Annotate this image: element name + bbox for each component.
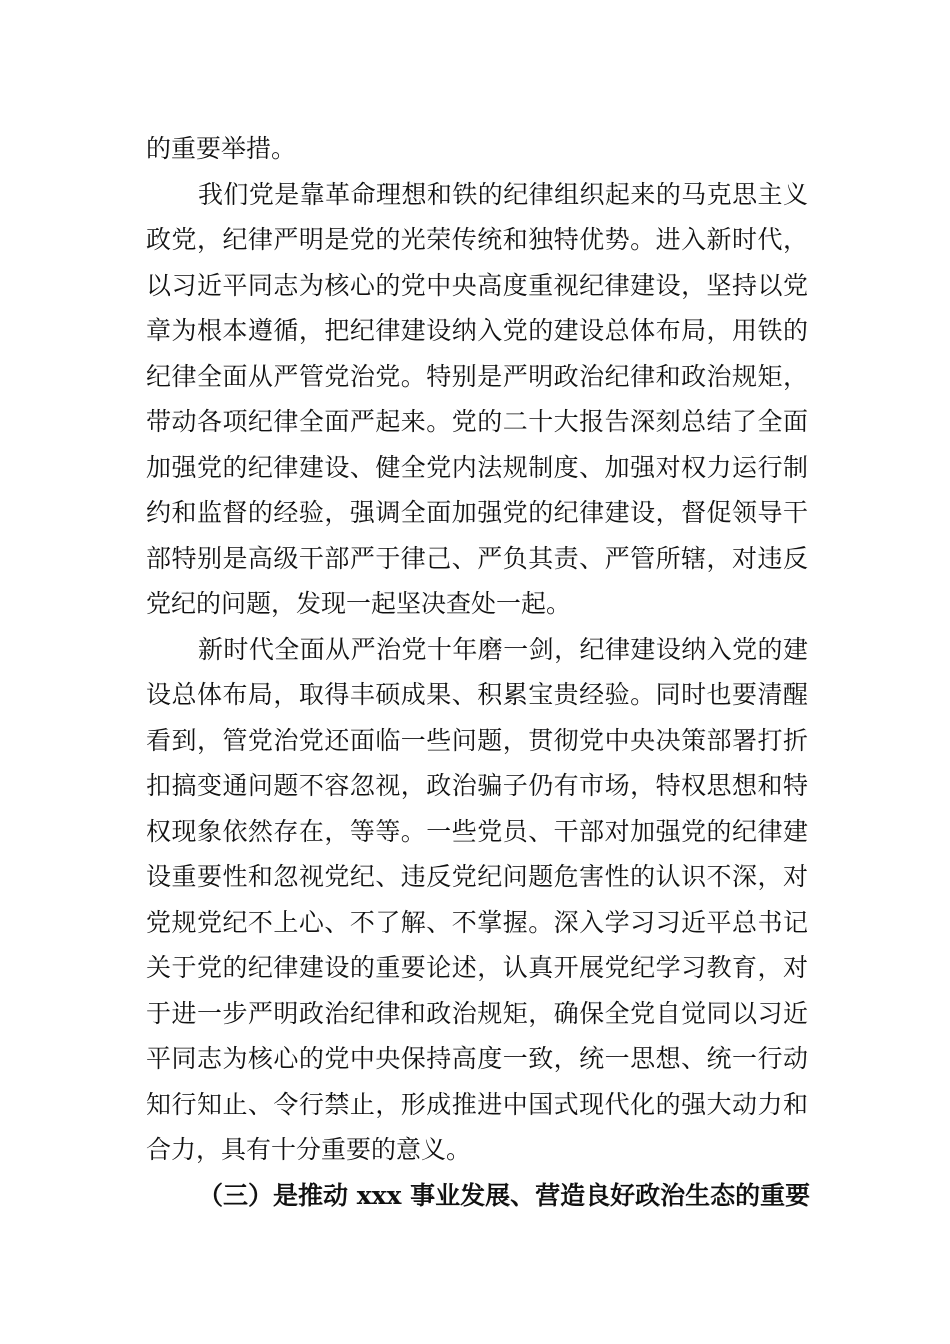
- paragraph-3-line: 关于党的纪律建设的重要论述，认真开展党纪学习教育，对: [146, 953, 808, 982]
- paragraph-3-line: 合力，具有十分重要的意义。: [146, 1135, 472, 1164]
- paragraph-3-line: 设总体布局，取得丰硕成果、积累宝贵经验。同时也要清醒: [146, 680, 808, 709]
- body-text: [146, 126, 811, 1218]
- paragraph-2-line: 以习近平同志为核心的党中央高度重视纪律建设，坚持以党: [146, 270, 808, 300]
- paragraph-3-line: 平同志为核心的党中央保持高度一致，统一思想、统一行动: [146, 1044, 808, 1073]
- paragraph-2-line: 章为根本遵循，把纪律建设纳入党的建设总体布局，用铁的: [146, 316, 808, 345]
- paragraph-3-line: 新时代全面从严治党十年磨一剑，纪律建设纳入党的建: [198, 634, 808, 664]
- paragraph-2-line: 我们党是靠革命理想和铁的纪律组织起来的马克思主义: [198, 179, 808, 209]
- paragraph-2-line: 带动各项纪律全面严起来。党的二十大报告深刻总结了全面: [146, 407, 808, 436]
- paragraph-3-line: 权现象依然存在，等等。一些党员、干部对加强党的纪律建: [146, 816, 808, 846]
- paragraph-3-line: 扣搞变通问题不容忽视，政治骗子仍有市场，特权思想和特: [146, 771, 808, 800]
- paragraph-1-line: 的重要举措。: [146, 134, 297, 163]
- paragraph-3-line: 于进一步严明政治纪律和政治规矩，确保全党自觉同以习近: [146, 998, 808, 1028]
- paragraph-2-line: 纪律全面从严管党治党。特别是严明政治纪律和政治规矩，: [146, 361, 808, 391]
- paragraph-2-line: 党纪的问题，发现一起坚决查处一起。: [146, 589, 572, 618]
- paragraph-2-line: 加强党的纪律建设、健全党内法规制度、加强对权力运行制: [146, 452, 808, 482]
- section-heading: （三）是推动 xxx 事业发展、营造良好政治生态的重要: [198, 1180, 811, 1210]
- paragraph-2-line: 政党，纪律严明是党的光荣传统和独特优势。进入新时代，: [146, 225, 808, 254]
- paragraph-2-line: 部特别是高级干部严于律己、严负其责、严管所辖，对违反: [146, 543, 808, 573]
- paragraph-3-line: 看到，管党治党还面临一些问题，贯彻党中央决策部署打折: [146, 725, 808, 755]
- paragraph-3-line: 知行知止、令行禁止，形成推进中国式现代化的强大动力和: [146, 1089, 808, 1119]
- paragraph-2-line: 约和监督的经验，强调全面加强党的纪律建设，督促领导干: [146, 498, 808, 527]
- paragraph-3-line: 设重要性和忽视党纪、违反党纪问题危害性的认识不深，对: [146, 862, 808, 891]
- paragraph-3-line: 党规党纪不上心、不了解、不掌握。深入学习习近平总书记: [146, 907, 808, 937]
